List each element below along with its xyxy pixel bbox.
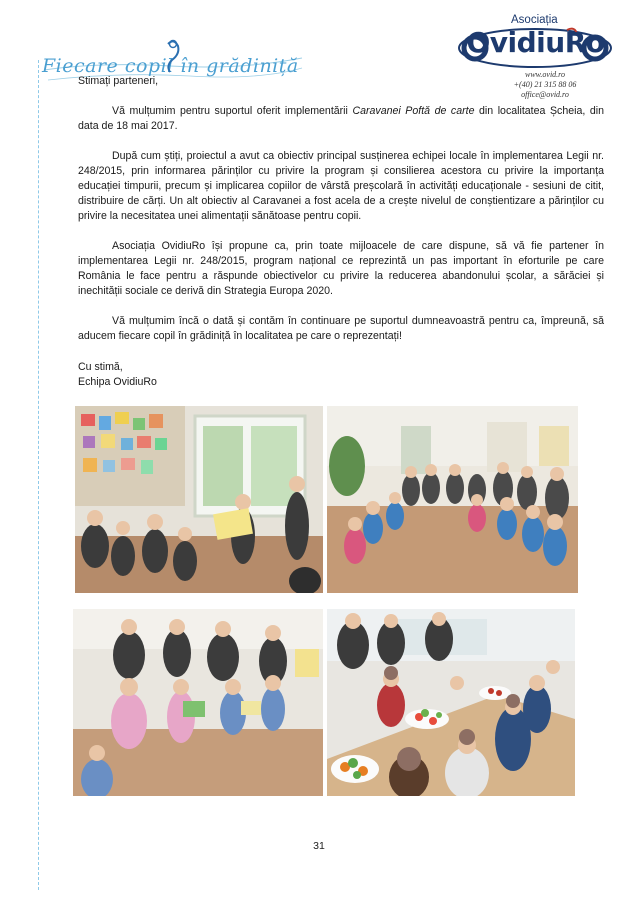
paragraph-1 [78,104,604,134]
paragraph-3: Asociația OvidiuRo își propune ca, prin toate mijloacele de care dispune, să vă fie partener în implementarea Legii nr. 248/2015, program național ce reprezintă un pas important în eforturile pe care România le face pentru a răspunde obiectivelor cu privire la reducerea abandonului școlar, a sărăciei și inechității sociale ce derivă din Strategia Europa 2020. [78,240,604,297]
closing: Cu stimă, [78,361,123,373]
letter-body [78,74,604,390]
paragraph-4: Vă mulțumim încă o dată și contăm în continuare pe suportul dumneavoastră pentru ca, împreună, să aducem fiecare copil în grădiniță în localitatea pe care o reprezentați! [78,315,604,342]
logo-wordmark: OvidiuRo [466,26,605,59]
caravan-title: Caravanei Poftă de carte [352,105,475,117]
logo-website: www.ovid.ro [524,70,565,79]
logo-association-label: Asociația [511,14,558,26]
paragraph-2: După cum știți, proiectul a avut ca obiectiv principal susținerea echipei locale în implementarea Legii nr. 248/2015, prin informarea părinților cu privire la program și consilierea acestora cu privire la importanța educației timpurii, precum și implicarea copiilor de vârstă preșcolară în activități educaționale - sesiuni de citit, distribuire de cărți. Un alt obiectiv al Caravanei a fost acela de a crește nivelul de conștientizare a părinților cu privire la necesitatea unei alimentații sănătoase pentru copii. [78,150,604,222]
photo-healthy-food [327,609,575,796]
photo-children-books [73,609,323,796]
salutation: Stimați parteneri, [78,75,159,87]
logo-phone: +(40) 21 315 88 06 [513,80,577,89]
photo-children-circle [327,406,578,593]
logo-email: office@ovid.ro [521,90,569,99]
margin-dashed-line [38,60,39,890]
paragraph-1-start: Vă mulțumim pentru suportul oferit implementării [112,105,353,117]
signature: Echipa OvidiuRo [78,376,157,388]
paragraph-1-end: din localitatea Șcheia, din data de 18 mai 2017. [78,105,604,132]
photo-classroom-reading [75,406,323,593]
tagline-text: Fiecare copil în grădiniță [42,55,299,77]
page-number: 31 [313,840,325,852]
